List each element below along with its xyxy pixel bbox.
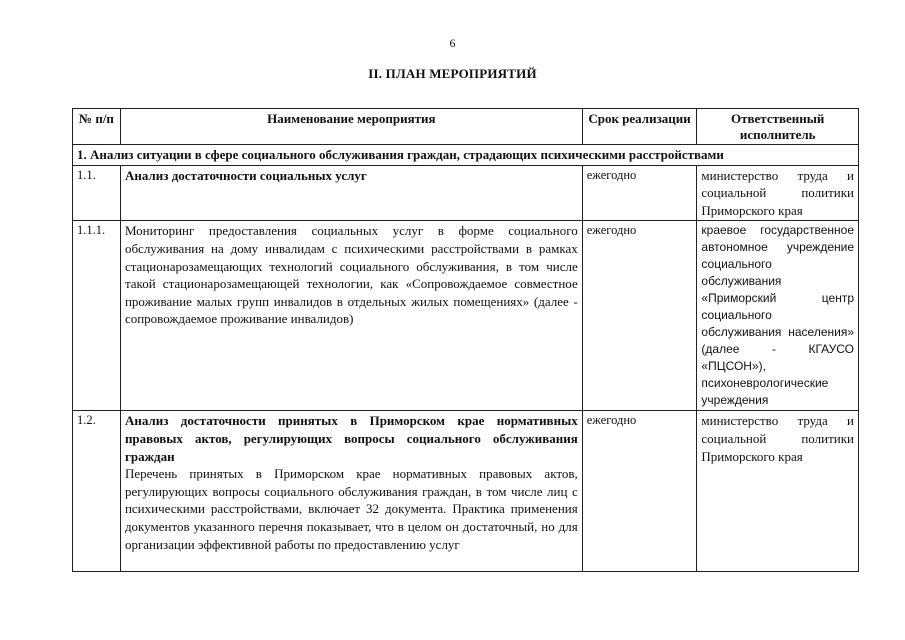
row-number: 1.1.1.	[73, 221, 121, 411]
header-num: № п/п	[73, 109, 121, 145]
row-name-heading: Анализ достаточности принятых в Приморском крае нормативных правовых актов, регулирующих вопросы социального обслуживания граждан	[124, 413, 578, 464]
row-number: 1.2.	[73, 411, 121, 572]
row-name: Мониторинг предоставления социальных услуг в форме социального обслуживания на дому инвалидам с психическими расстройствами в рамках стационарозамещающих технологий социального обслуживания, в том числе такой стационарозамещающей технологии, как «Сопровождаемое совместное проживание малых групп инвалидов в отдельных жилых помещениях» (далее - сопровождаемое проживание инвалидов)	[120, 221, 582, 411]
row-responsible: краевое государственное автономное учреждение социального обслуживания «Приморский центр социального обслуживания населения» (далее - КГАУСО «ПЦСОН»), психоневрологические учреждения	[697, 221, 859, 411]
section-row	[73, 145, 859, 166]
table-row	[73, 221, 859, 411]
plan-table	[72, 108, 859, 572]
row-responsible: министерство труда и социальной политики Приморского края	[697, 411, 859, 572]
row-name	[120, 411, 582, 572]
page-title: II. ПЛАН МЕРОПРИЯТИЙ	[368, 66, 537, 81]
page-number: 6	[449, 36, 456, 50]
table-row	[73, 165, 859, 221]
row-name: Анализ достаточности социальных услуг	[120, 165, 582, 221]
row-name-body: Перечень принятых в Приморском крае нормативных правовых актов, регулирующих вопросы социального обслуживания граждан, в том числе лиц с психическими расстройствами, включает 32 документа. Практика применения документов указанного перечня показывает, что в целом он достаточный, но для организации эффективной работы по предоставлению услуг	[124, 466, 578, 552]
section-heading: 1. Анализ ситуации в сфере социального обслуживания граждан, страдающих психическими расстройствами	[73, 145, 859, 166]
header-term: Срок реализации	[582, 109, 697, 145]
row-responsible: министерство труда и социальной политики Приморского края	[697, 165, 859, 221]
row-term: ежегодно	[582, 221, 697, 411]
row-term: ежегодно	[582, 165, 697, 221]
row-name-clip	[125, 412, 578, 570]
header-resp: Ответственный исполнитель	[697, 109, 859, 145]
table-row	[73, 411, 859, 572]
row-number: 1.1.	[73, 165, 121, 221]
table-header-row	[73, 109, 859, 145]
header-name: Наименование мероприятия	[120, 109, 582, 145]
row-term: ежегодно	[582, 411, 697, 572]
